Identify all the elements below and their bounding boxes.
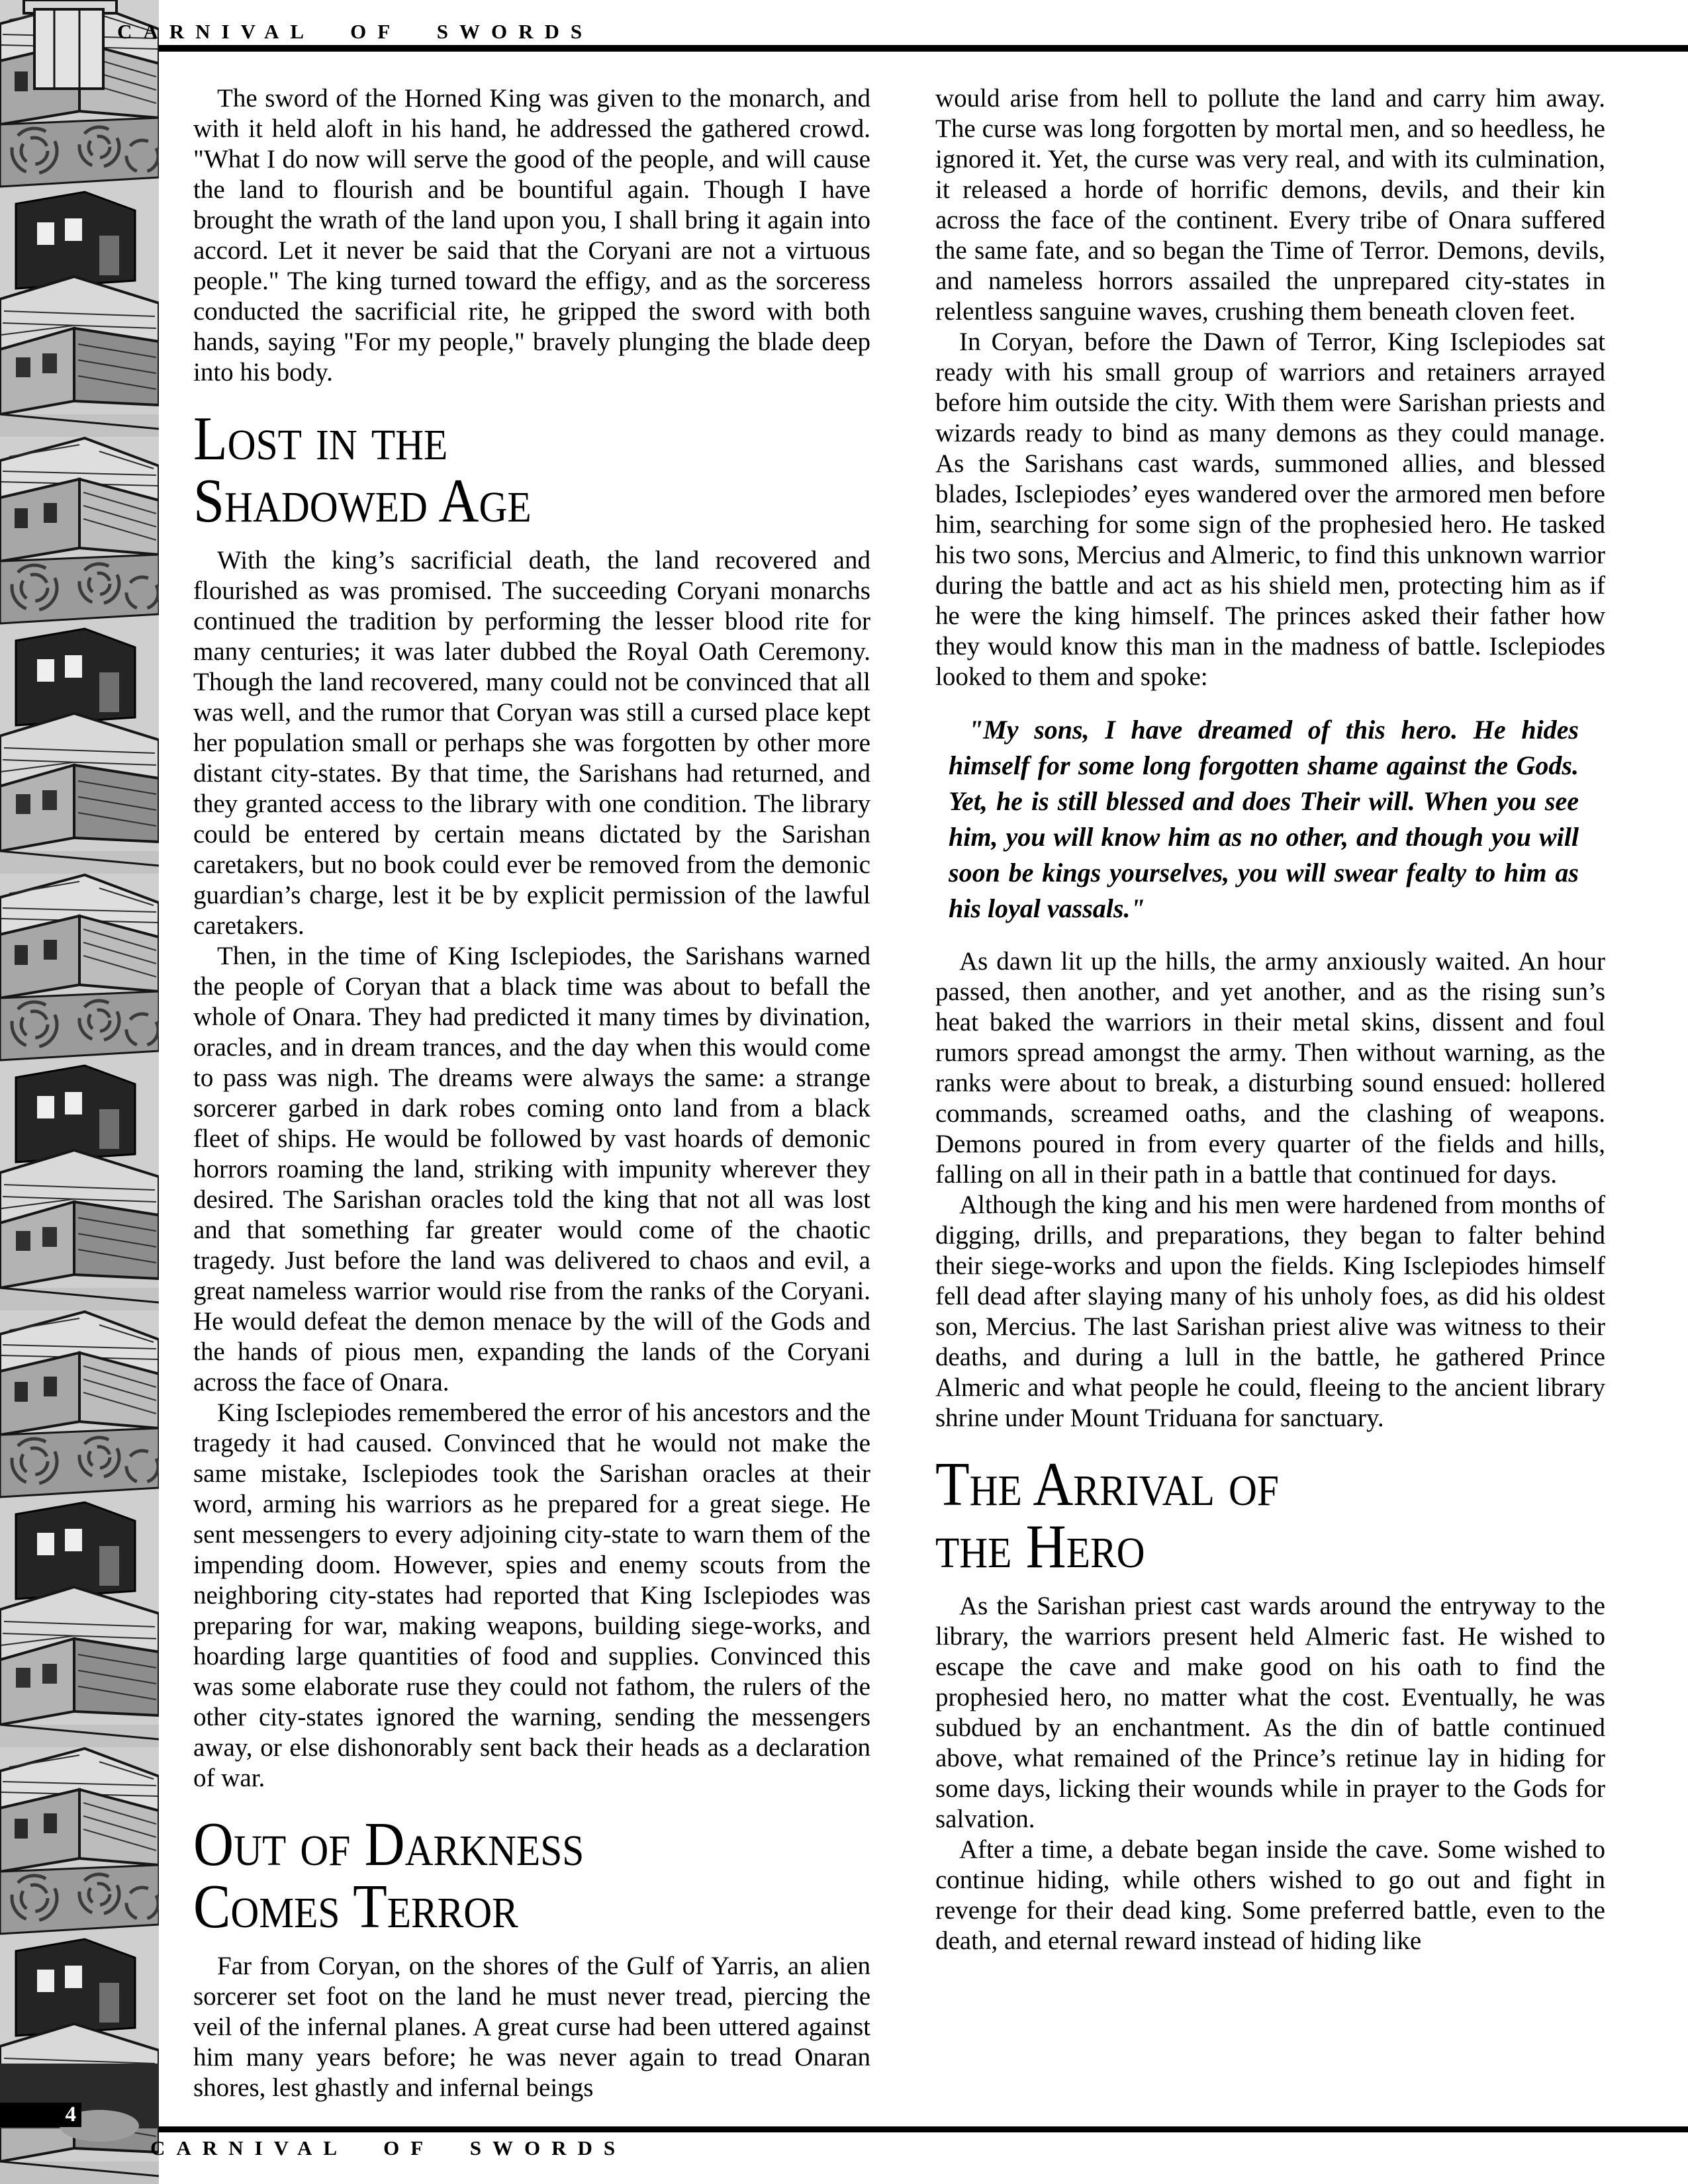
paragraph: Although the king and his men were hardened from months of digging, drills, and preparations, they began to falter behind their siege-works and upon the fields. King Isclepiodes himself fell dead after slaying many of his unholy foes, as did his oldest son, Mercius. The last Sarishan priest alive was witness to their deaths, and during a lull in the battle, he gathered Prince Almeric and what people he could, fleeing to the ancient library shrine under Mount Triduana for sanctuary. [935,1191,1605,1432]
left-column [193,83,870,2103]
paragraph: The sword of the Horned King was given to the monarch, and with it held aloft in his hand, he addressed the gathered crowd. "What I do now will serve the good of the people, and will cause the land to flourish and be bountiful again. Though I have brought the wrath of the land upon you, I shall bring it again into accord. Let it never be said that the Coryani are not a virtuous people." The king turned toward the effigy, and as the sorceress conducted the sacrificial rite, he gripped the sword with both hands, saying "For my people," bravely plunging the blade deep into his body. [193,84,870,387]
paragraph: After a time, a debate began inside the cave. Some wished to continue hiding, while others wished to go out and fight in revenge for their dead king. Some preferred battle, even to the death, and eternal reward instead of hiding like [935,1835,1605,1955]
paragraph: In Coryan, before the Dawn of Terror, King Isclepiodes sat ready with his small group of warriors and retainers arrayed before him outside the city. With them were Sarishan priests and wizards ready to bind as many demons as they could manage. As the Sarishans cast wards, summoned allies, and blessed blades, Isclepiodes’ eyes wandered over the armored men before him, searching for some sign of the prophesied hero. He tasked his two sons, Mercius and Almeric, to find this unknown warrior during the battle and act as his shield men, protecting him as if he were the king himself. The princes asked their father how they would know this man in the madness of battle. Isclepiodes looked to them and spoke: [935,328,1605,691]
page-number-badge [0,2103,81,2127]
footer-rule [116,2126,1688,2132]
left-margin-artwork [0,0,159,2184]
paragraph: As dawn lit up the hills, the army anxiously waited. An hour passed, then another, and yet another, and as the rising sun’s heat baked the warriors in their metal skins, dissent and foul rumors spread amongst the army. Then without warning, as the ranks were about to break, a disturbing sound ensued: hollered commands, screamed oaths, and the clashing of weapons. Demons poured in from every quarter of the fields and hills, falling on all in their path in a battle that continued for days. [935,947,1605,1189]
page-header-title: CARNIVAL OF SWORDS [117,20,594,43]
paragraph: Then, in the time of King Isclepiodes, the Sarishans warned the people of Coryan that a black time was about to befall the whole of Onara. They had predicted it many times by divination, oracles, and in dream trances, and the day when this would come to pass was nigh. The dreams were always the same: a strange sorcerer garbed in dark robes coming onto land from a black fleet of ships. He would be followed by vast hoards of demonic horrors roaming the land, striking with impunity wherever they desired. The Sarishan oracles told the king that not all was lost and that something far greater would come of the chaotic tragedy. Just before the land was delivered to chaos and evil, a great nameless warrior would rise from the ranks of the Coryani. He would defeat the demon menace by the will of the Gods and the hands of pious men, expanding the lands of the Coryani across the face of Onara. [193,942,870,1396]
section-heading: The Arrival of the Hero [935,1450,1279,1581]
paragraph: Far from Coryan, on the shores of the Gulf of Yarris, an alien sorcerer set foot on the land he must never tread, piercing the veil of the infernal planes. A great curse had been uttered against him many years before; he was never again to tread Onaran shores, lest ghastly and infernal beings [193,1952,870,2102]
page-footer-title: CARNIVAL OF SWORDS [150,2136,627,2160]
right-column [935,83,1605,1956]
paragraph: With the king’s sacrificial death, the land recovered and flourished as was promised. The succeeding Coryani monarchs continued the tradition by performing the lesser blood rite for many centuries; it was later dubbed the Royal Oath Ceremony. Though the land recovered, many could not be convinced that all was well, and the rumor that Coryan was still a cursed place kept her population small or perhaps she was forgotten by other more distant city-states. By that time, the Sarishans had returned, and they granted access to the library with one condition. The library could be entered by certain means dictated by the Sarishan caretakers, but no book could ever be removed from the demonic guardian’s charge, lest it be by explicit permission of the lawful caretakers. [193,546,870,940]
section-heading: Lost in the Shadowed Age [193,404,532,535]
page-number: 4 [65,2103,76,2126]
paragraph: would arise from hell to pollute the land and carry him away. The curse was long forgotten by mortal men, and so heedless, he ignored it. Yet, the curse was very real, and with its culmination, it released a horde of horrific demons, devils, and their kin across the face of the continent. Every tribe of Onara suffered the same fate, and so began the Time of Terror. Demons, devils, and nameless horrors assailed the unprepared city-states in relentless sanguine waves, crushing them beneath cloven feet. [935,84,1605,326]
block-quote: "My sons, I have dreamed of this hero. He hides himself for some long forgotten shame against the Gods. Yet, he is still blessed and does Their will. When you see him, you will know him as no other, and though you will soon be kings yourselves, you will swear fealty to him as his loyal vassals." [949,715,1579,923]
section-heading: Out of Darkness Comes Terror [193,1810,585,1941]
castle-tower [24,0,117,89]
paragraph: As the Sarishan priest cast wards around the entryway to the library, the warriors present held Almeric fast. He wished to escape the cave and make good on his oath to find the prophesied hero, no matter what the cost. Eventually, he was subdued by an enchantment. As the din of battle continued above, what remained of the Prince’s retinue lay in hiding for some days, licking their wounds while in prayer to the Gods for salvation. [935,1592,1605,1833]
header-rule [0,45,1688,52]
paragraph: King Isclepiodes remembered the error of his ancestors and the tragedy it had caused. Convinced that he would not make the same mistake, Isclepiodes took the Sarishan oracles at their word, arming his warriors as he prepared for a great siege. He sent messengers to every adjoining city-state to warn them of the impending doom. However, spies and enemy scouts from the neighboring city-states had reported that King Isclepiodes was preparing for war, making weapons, building siege-works, and hoarding large quantities of food and supplies. Convinced this was some elaborate ruse they could not fathom, the rulers of the other city-states ignored the warning, sending the messengers away, or else dishonorably sent back their heads as a declaration of war. [193,1398,870,1792]
